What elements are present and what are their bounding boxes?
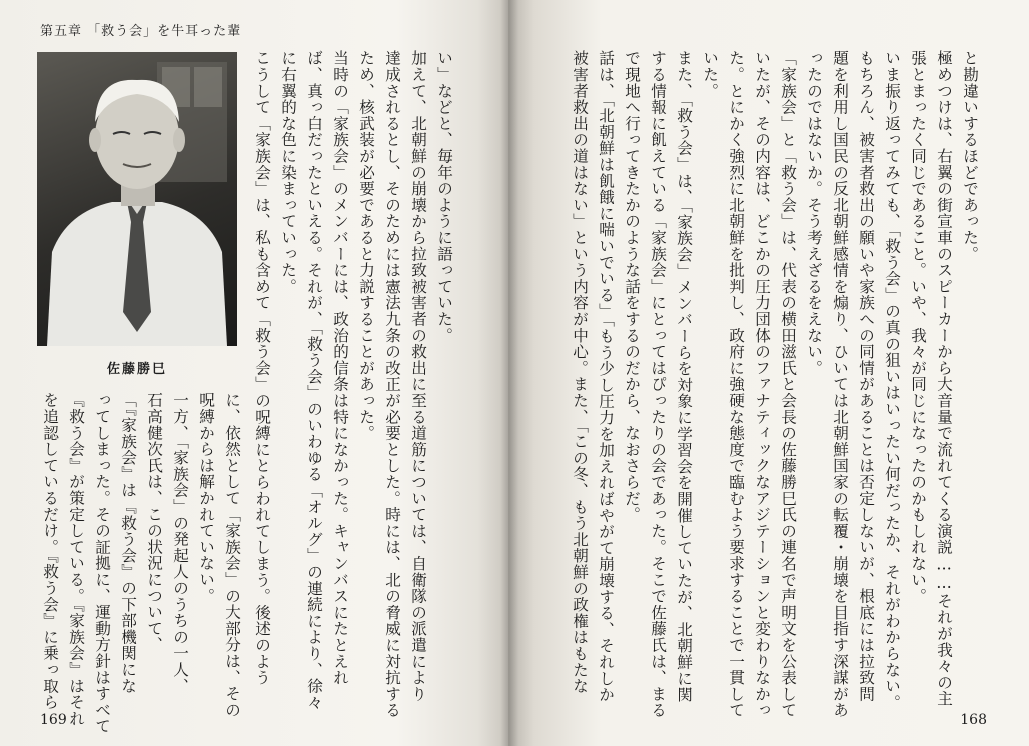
portrait-illustration [37, 52, 237, 346]
text-line: 呪縛からは解かれていない。 [197, 392, 215, 604]
text-line: 達成されるとし、そのためには憲法九条の改正が必要とした。時には、北の脅威に対抗する [383, 50, 401, 719]
right-page [508, 0, 1029, 746]
text-line: 話は、「北朝鮮は飢餓に喘いでいる」「もう少し圧力を加えればやがて崩壊する、それしか [597, 50, 615, 703]
text-line: いた。 [701, 50, 719, 99]
text-line: 張とまったく同じであること。いや、我々が同じになったのかもしれない。 [909, 50, 927, 605]
text-line: で現地へ行ってきたかのような話をするのだから、なおさらだ。 [623, 50, 641, 523]
text-line: いま振り返ってみても、「救う会」の真の狙いはいったい何だったか、それがわからない。 [883, 50, 901, 711]
text-line: こうして「家族会」は、私も含めて「救う会」の呪縛にとらわれてしまう。後述のよう [253, 50, 271, 686]
text-line: ため、核武装が必要であると力説することがあった。 [357, 50, 375, 442]
book-gutter [500, 0, 518, 746]
text-line: ったのではないか。そう考えざるをえない。 [805, 50, 823, 376]
text-line: 「『家族会』は『救う会』の下部機関にな [119, 392, 137, 694]
text-line: もちろん、被害者救出の願いや家族への同情があることは否定しないが、根底には拉致問 [857, 50, 875, 702]
portrait-photo [37, 52, 237, 346]
text-line: また、「救う会」は、「家族会」メンバーらを対象に学習会を開催していたが、北朝鮮に関 [675, 50, 693, 703]
text-line: 被害者救出の道はない」という内容が中心。また、「この冬、もう北朝鮮の政権はもたな [571, 50, 589, 695]
text-line: する情報に飢えている「家族会」にとってはぴったりの会であった。そこで佐藤氏は、まる [649, 50, 667, 719]
text-line: を追認しているだけ。『救う会』に乗っ取ら [41, 392, 59, 711]
text-line: た。とにかく強烈に北朝鮮を批判し、政府に強硬な態度で臨むよう要求することで一貫して [727, 50, 745, 719]
running-head: 第五章 「救う会」を牛耳った輩 [40, 24, 242, 39]
text-line: ば、真っ白だったといえる。それが、「救う会」のいわゆる「オルグ」の連続により、徐々 [305, 50, 323, 711]
text-line: 「家族会」と「救う会」は、代表の横田滋氏と会長の佐藤勝巳氏の連名で声明文を公表して [779, 50, 797, 719]
text-line: ってしまった。その証拠に、運動方針はすべて [93, 392, 111, 735]
page-number-left: 169 [40, 712, 67, 728]
text-line: 当時の「家族会」のメンバーには、政治的信条は特になかった。キャンバスにたとえれ [331, 50, 349, 686]
text-line: 『救う会』が策定している。『家族会』はそれ [67, 392, 85, 727]
text-line: 石高健次氏は、この状況について、 [145, 392, 163, 653]
left-page [0, 0, 508, 746]
page-number-right: 168 [960, 712, 987, 728]
text-line: に右翼的な色に染まっていった。 [279, 50, 297, 295]
right-text-column [570, 50, 980, 718]
text-line: 加えて、北朝鮮の崩壊から拉致被害者の救出に至る道筋については、自衛隊の派遣により [409, 50, 427, 702]
left-lower-text-column [40, 392, 242, 734]
text-line: 一方、「家族会」の発起人のうちの一人、 [171, 392, 189, 694]
text-line: 題を利用し国民の反北朝鮮感情を煽り、ひいては北朝鮮国家の転覆・崩壊を目指す深謀があ [831, 50, 849, 719]
left-upper-text-column [252, 50, 454, 718]
text-line: いたが、その内容は、どこかの圧力団体のファナティックなアジテーションと変わりなかっ [753, 50, 771, 719]
text-line: と勘違いするほどであった。 [961, 50, 979, 262]
photo-caption: 佐藤勝巳 [106, 362, 167, 377]
text-line: 極めつけは、右翼の街宣車のスピーカーから大音量で流れてくる演説……それが我々の主 [935, 50, 953, 707]
text-line: に、依然として「家族会」の大部分は、その [223, 392, 241, 718]
text-line: い」などと、毎年のように語っていた。 [435, 50, 453, 344]
